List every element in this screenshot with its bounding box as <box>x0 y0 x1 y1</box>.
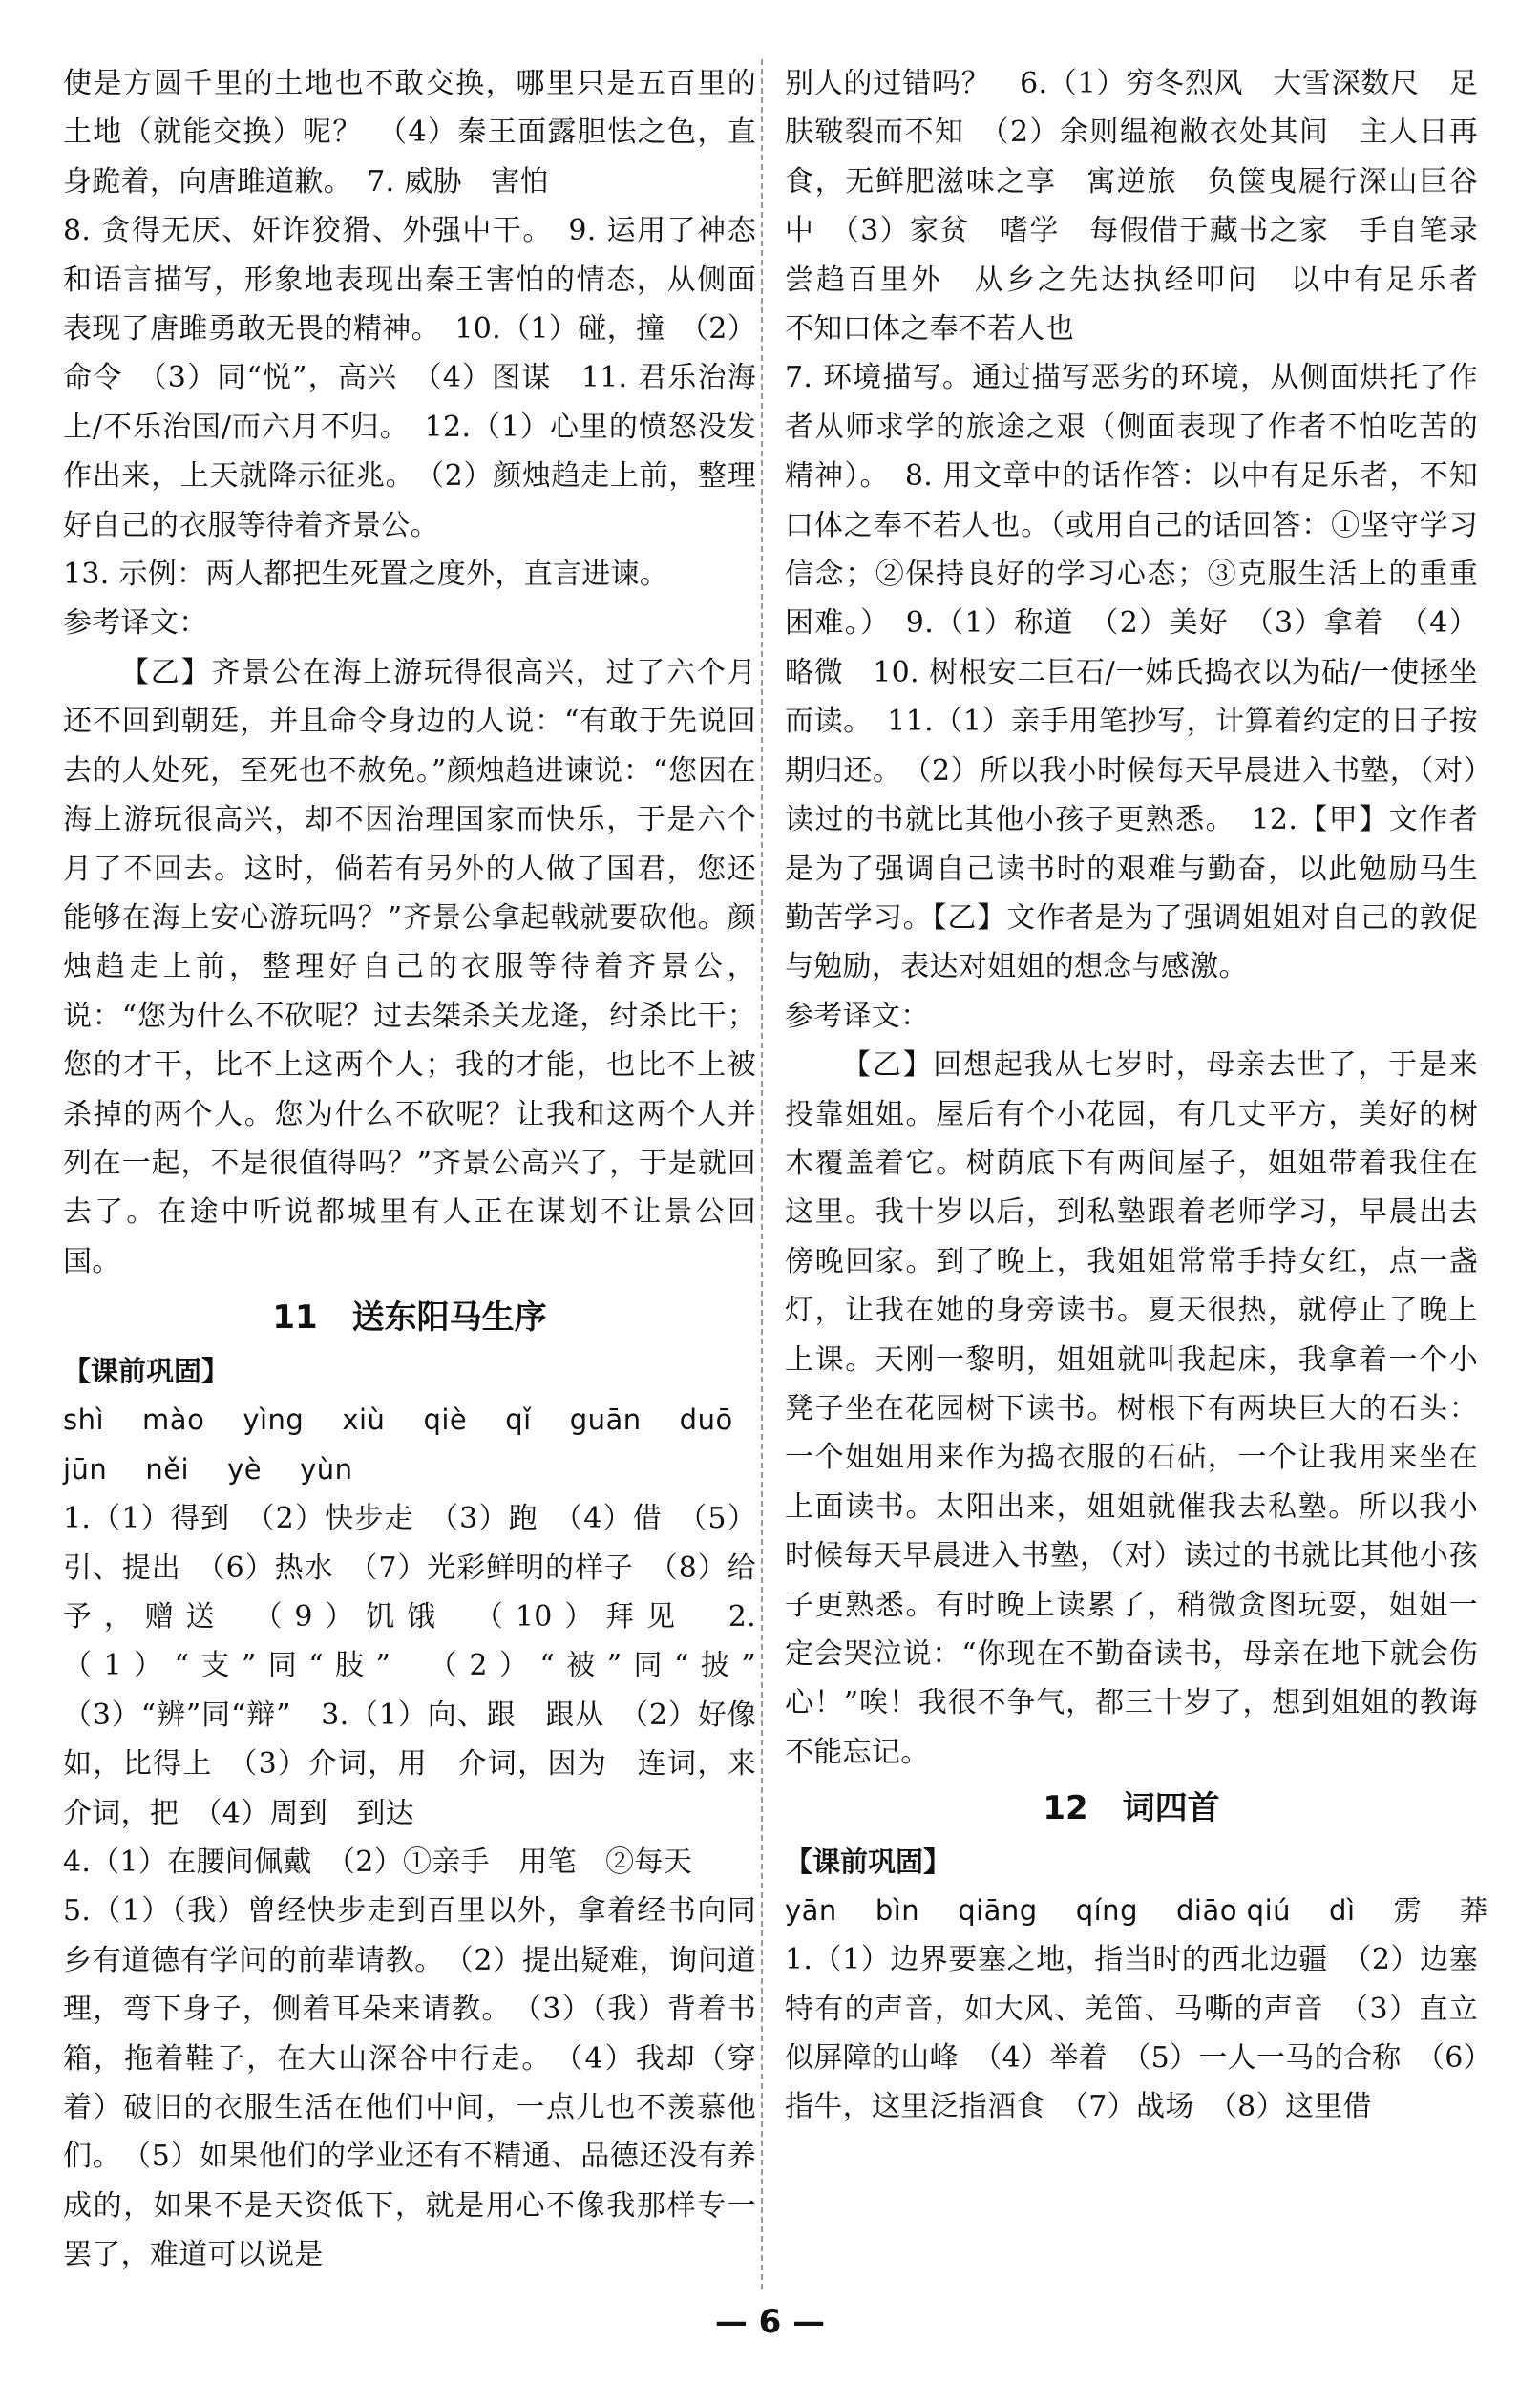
right-answers-block-2: 7. 环境描写。通过描写恶劣的环境，从侧面烘托了作者从师求学的旅途之艰（侧面表现了作者不怕吃苦的精神）。 8. 用文章中的话作答：以中有足乐者，不知口体之奉不若人也。（或用自己的话回答：①坚守学习信念；②保持良好的学习心态；③克服生活上的重重困难。） 9.（1）称道 （2）美好 （3）拿着 （4）略微 10. 树根安二巨石/一姊氏捣衣以为砧/一使拯坐而读。 11.（1）亲手用笔抄写，计算着约定的日子按期归还。 （2）所以我小时候每天早晨进入书塾，（对）读过的书就比其他小孩子更熟悉。 12.【甲】文作者是为了强调自己读书时的艰难与勤奋，以此勉励马生勤苦学习。【乙】文作者是为了强调姐姐对自己的敦促与勉励，表达对姐姐的想念与感激。 <box>785 361 1478 984</box>
lesson-11-pinyin-row-2 <box>63 1445 756 1494</box>
left-answers-block-2: 8. 贪得无厌、奸诈狡猾、外强中干。 9. 运用了神态和语言描写，形象地表现出秦王害怕的情态，从侧面表现了唐雎勇敢无畏的精神。 10.（1）碰，撞 （2）命令 （3）同“悦”，高兴 （4）图谋 11. 君乐治海上/不乐治国/而六月不归。 12.（1）心里的愤怒没发作出来，上天就降示征兆。 （2）颜烛趋走上前，整理好自己的衣服等待着齐景公。 <box>63 214 756 542</box>
pinyin-item: diāo qiú <box>1175 1894 1292 1928</box>
pinyin-item: shì <box>63 1403 105 1437</box>
pinyin-item: bìn <box>875 1894 920 1928</box>
lesson-11-pinyin-row-1 <box>63 1395 756 1445</box>
lesson-12-section-label: 【课前巩固】 <box>785 1846 952 1879</box>
pinyin-item: dì <box>1329 1894 1356 1928</box>
pinyin-item: qíng <box>1075 1894 1138 1928</box>
reference-translation-label: 参考译文： <box>785 999 930 1033</box>
lesson-12-title <box>785 1779 1478 1838</box>
pinyin-item: guān <box>569 1403 642 1437</box>
pinyin-item: jūn <box>63 1453 108 1487</box>
pinyin-item: qiè <box>423 1403 468 1437</box>
pinyin-item: xiù <box>342 1403 386 1437</box>
pinyin-item: yān <box>785 1894 837 1928</box>
right-column <box>785 59 1508 2132</box>
pinyin-item: 莽 <box>1460 1894 1488 1928</box>
left-column <box>63 59 786 2280</box>
reference-translation-label: 参考译文： <box>63 606 208 641</box>
lesson-11-title <box>63 1288 756 1347</box>
pinyin-item: něi <box>145 1453 190 1487</box>
pinyin-item: qiāng <box>958 1894 1038 1928</box>
column-divider <box>761 59 763 2289</box>
page-number: — 6 — <box>714 2303 826 2341</box>
pinyin-item: qǐ <box>505 1403 532 1437</box>
lesson-11-section-label: 【课前巩固】 <box>63 1355 230 1388</box>
left-answers-block-3: 13. 示例：两人都把生死置之度外，直言进谏。 <box>63 558 669 592</box>
left-answers-block-1: 使是方圆千里的土地也不敢交换，哪里只是五百里的土地（就能交换）呢？ （4）秦王面露胆怯之色，直身跪着，向唐雎道歉。 7. 威胁 害怕 <box>63 67 756 199</box>
lesson-12-pinyin-row <box>785 1886 1488 1935</box>
lesson-11-answers-2: 4.（1）在腰间佩戴 （2）①亲手 用笔 ②每天 <box>63 1846 692 1879</box>
reference-translation-text: 【乙】齐景公在海上游玩得很高兴，过了六个月还不回到朝廷，并且命令身边的人说：“有敢于先说回去的人处死，至死也不赦免。”颜烛趋进谏说：“您因在海上游玩很高兴，却不因治理国家而快乐，于是六个月了不回去。这时，倘若有另外的人做了国君，您还能够在海上安心游玩吗？”齐景公拿起戟就要砍他。颜烛趋走上前，整理好自己的衣服等待着齐景公，说：“您为什么不砍呢？过去桀杀关龙逄，纣杀比干；您的才干，比不上这两个人；我的才能，也比不上被杀掉的两个人。您为什么不砍呢？让我和这两个人并列在一起，不是很值得吗？”齐景公高兴了，于是就回去了。在途中听说都城里有人正在谋划不让景公回国。 <box>63 655 756 1278</box>
pinyin-item: yìng <box>243 1403 305 1437</box>
reference-translation-text: 【乙】回想起我从七岁时，母亲去世了，于是来投靠姐姐。屋后有个小花园，有几丈平方，美好的树木覆盖着它。树荫底下有两间屋子，姐姐带着我住在这里。我十岁以后，到私塾跟着老师学习，早晨出去傍晚回家。到了晚上，我姐姐常常手持女红，点一盏灯，让我在她的身旁读书。夏天很热，就停止了晚上上课。天刚一黎明，姐姐就叫我起床，我拿着一个小凳子坐在花园树下读书。树根下有两块巨大的石头：一个姐姐用来作为捣衣服的石砧，一个让我用来坐在上面读书。太阳出来，姐姐就催我去私塾。所以我小时候每天早晨进入书塾，（对）读过的书就比其他小孩子更熟悉。有时晚上读累了，稍微贪图玩耍，姐姐一定会哭泣说：“你现在不勤奋读书，母亲在地下就会伤心！”唉！我很不争气，都三十岁了，想到姐姐的教诲不能忘记。 <box>785 1048 1478 1769</box>
lesson-11-name: 送东阳马生序 <box>351 1298 547 1338</box>
pinyin-item: yè <box>227 1453 263 1487</box>
pinyin-item: yùn <box>300 1453 353 1487</box>
pinyin-item: duō <box>679 1403 733 1437</box>
lesson-11-number: 11 <box>272 1298 318 1338</box>
lesson-12-name: 词四首 <box>1122 1789 1220 1828</box>
pinyin-item: mào <box>142 1403 205 1437</box>
lesson-12-answers: 1.（1）边界要塞之地，指当时的西北边疆 （2）边塞特有的声音，如大风、羌笛、马嘶的声音 （3）直立似屏障的山峰 （4）举着 （5）一人一马的合称 （6）指牛，这里泛指酒食 （7）战场 （8）这里借 <box>785 1943 1478 2124</box>
pinyin-item: 雳 <box>1393 1894 1423 1928</box>
lesson-11-answers-3: 5.（1）（我）曾经快步走到百里以外，拿着经书向同乡有道德有学问的前辈请教。 （2）提出疑难，询问道理，弯下身子，侧着耳朵来请教。 （3）（我）背着书箱，拖着鞋子，在大山深谷中行走。 （4）我却（穿着）破旧的衣服生活在他们中间，一点儿也不羡慕他们。 （5）如果他们的学业还有不精通、品德还没有养成的，如果不是天资低下，就是用心不像我那样专一罢了，难道可以说是 <box>63 1894 756 2272</box>
lesson-12-number: 12 <box>1043 1789 1088 1828</box>
lesson-11-answers-1: 1.（1）得到 （2）快步走 （3）跑 （4）借 （5）引、提出 （6）热水 （7）光彩鲜明的样子 （8）给予，赠送 （9）饥饿 （10）拜见 2.（1）“支”同“肢” （2）“被”同“披” （3）“辨”同“辩” 3.（1）向、跟 跟从 （2）好像 如，比得上 （3）介词，用 介词，因为 连词，来 介词，把 （4）周到 到达 <box>63 1502 786 1830</box>
right-answers-block-1: 别人的过错吗？ 6.（1）穷冬烈风 大雪深数尺 足肤皲裂而不知 （2）余则缊袍敝衣处其间 主人日再食，无鲜肥滋味之享 寓逆旅 负箧曳屣行深山巨谷中 （3）家贫 嗜学 每假借于藏书之家 手自笔录 尝趋百里外 从乡之先达执经叩问 以中有足乐者 不知口体之奉不若人也 <box>785 67 1508 347</box>
